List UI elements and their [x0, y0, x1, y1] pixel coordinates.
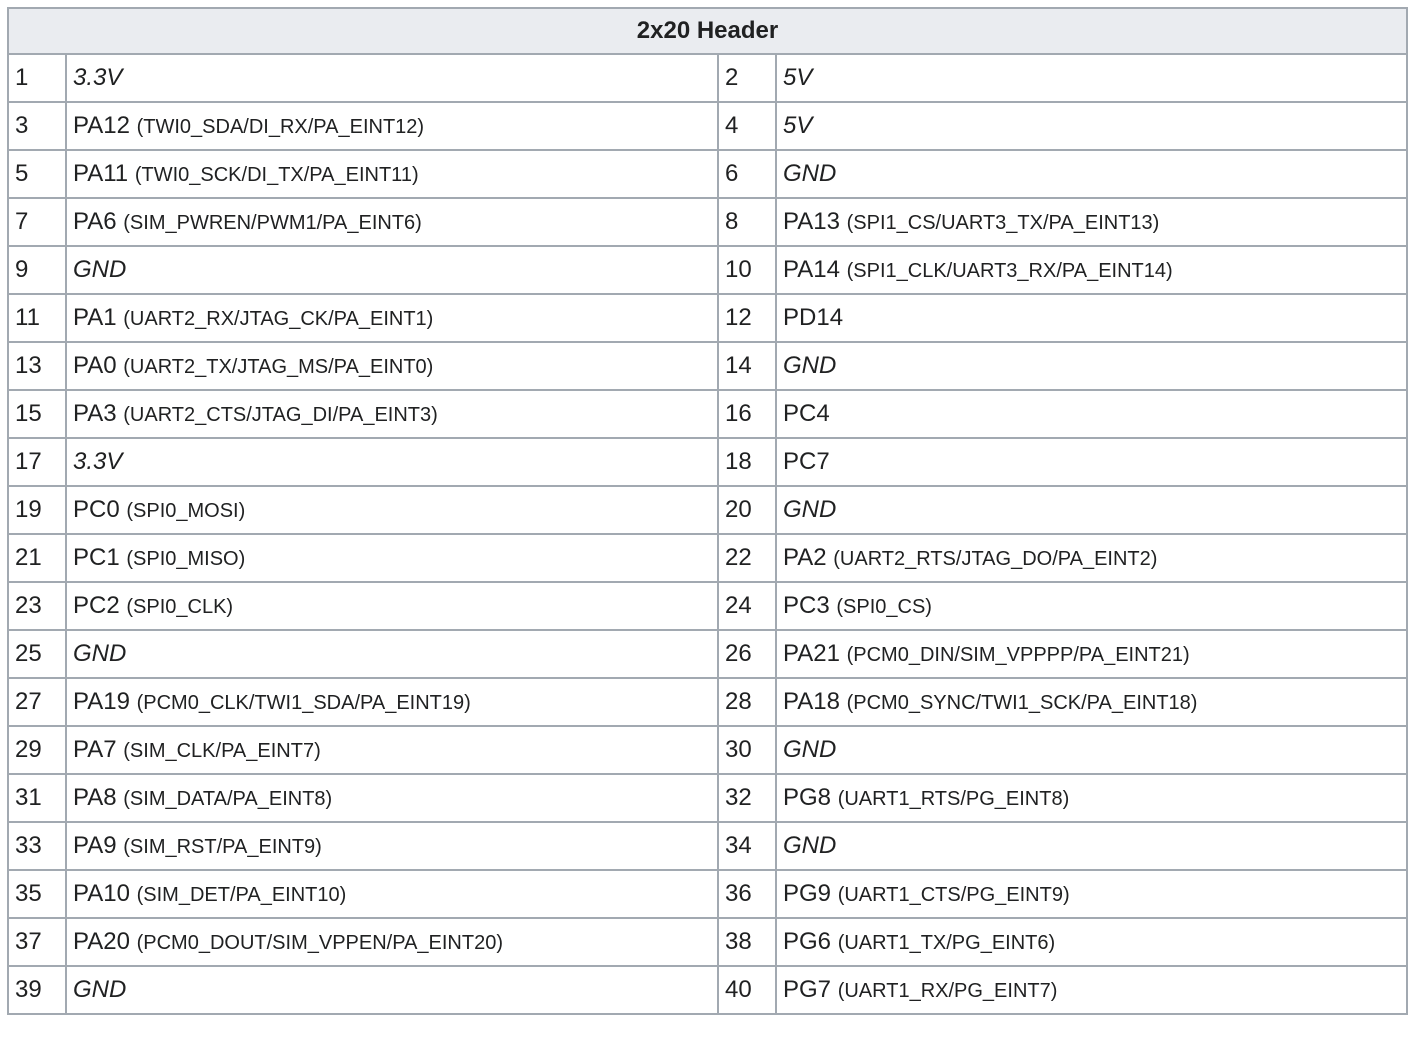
pin-number: 23 — [8, 582, 66, 630]
pin-description — [66, 102, 718, 150]
pin-number: 4 — [718, 102, 776, 150]
table-row — [8, 438, 1407, 486]
pin-header-table-container — [7, 7, 1408, 1015]
table-row — [8, 870, 1407, 918]
pin-description — [66, 438, 718, 486]
table-row — [8, 486, 1407, 534]
pin-description — [776, 678, 1407, 726]
pin-name: PC0 — [73, 496, 120, 523]
pin-number: 1 — [8, 54, 66, 102]
pin-functions: (UART1_TX/PG_EINT6) — [837, 932, 1056, 954]
pin-functions: (SIM_PWREN/PWM1/PA_EINT6) — [123, 212, 422, 234]
pin-number: 3 — [8, 102, 66, 150]
pin-functions: (UART1_RTS/PG_EINT8) — [837, 788, 1070, 810]
pin-functions: (PCM0_CLK/TWI1_SDA/PA_EINT19) — [136, 692, 471, 714]
pin-number: 29 — [8, 726, 66, 774]
pin-description — [776, 246, 1407, 294]
pin-description — [66, 486, 718, 534]
pin-number: 2 — [718, 54, 776, 102]
table-title: 2x20 Header — [8, 8, 1407, 54]
pin-number: 12 — [718, 294, 776, 342]
pin-name: GND — [783, 736, 837, 763]
pin-header-table — [7, 7, 1408, 1015]
pin-name: GND — [783, 352, 837, 379]
table-row — [8, 294, 1407, 342]
pin-functions: (SIM_DATA/PA_EINT8) — [123, 788, 333, 810]
pin-number: 19 — [8, 486, 66, 534]
pin-description — [66, 918, 718, 966]
pin-description — [66, 198, 718, 246]
pin-functions: (UART2_CTS/JTAG_DI/PA_EINT3) — [123, 404, 438, 426]
pin-functions: (TWI0_SCK/DI_TX/PA_EINT11) — [134, 164, 419, 186]
pin-number: 8 — [718, 198, 776, 246]
pin-functions: (SPI0_CS) — [836, 596, 932, 618]
pin-number: 26 — [718, 630, 776, 678]
pin-description — [776, 342, 1407, 390]
pin-name: PC3 — [783, 592, 830, 619]
pin-number: 16 — [718, 390, 776, 438]
pin-functions: (UART2_TX/JTAG_MS/PA_EINT0) — [123, 356, 434, 378]
pin-name: PC2 — [73, 592, 120, 619]
table-row — [8, 630, 1407, 678]
pin-functions: (PCM0_DIN/SIM_VPPPP/PA_EINT21) — [846, 644, 1190, 666]
table-row — [8, 918, 1407, 966]
table-row — [8, 102, 1407, 150]
table-row — [8, 726, 1407, 774]
pin-name: PA14 — [783, 256, 840, 283]
pin-functions: (UART1_CTS/PG_EINT9) — [837, 884, 1070, 906]
pin-functions: (TWI0_SDA/DI_RX/PA_EINT12) — [136, 116, 425, 138]
pin-description — [776, 150, 1407, 198]
pin-name: 5V — [783, 112, 813, 139]
table-row — [8, 342, 1407, 390]
pin-description — [66, 966, 718, 1014]
pin-description — [66, 534, 718, 582]
pin-name: GND — [73, 640, 127, 667]
pin-number: 39 — [8, 966, 66, 1014]
pin-functions: (PCM0_DOUT/SIM_VPPEN/PA_EINT20) — [136, 932, 503, 954]
pin-number: 40 — [718, 966, 776, 1014]
pin-number: 33 — [8, 822, 66, 870]
table-row — [8, 582, 1407, 630]
pin-description — [776, 198, 1407, 246]
pin-number: 21 — [8, 534, 66, 582]
pin-number: 17 — [8, 438, 66, 486]
pin-number: 18 — [718, 438, 776, 486]
pin-name: GND — [783, 160, 837, 187]
pin-number: 10 — [718, 246, 776, 294]
pin-name: PC1 — [73, 544, 120, 571]
pin-name: GND — [73, 976, 127, 1003]
pin-name: PA21 — [783, 640, 840, 667]
pin-name: PA11 — [73, 160, 129, 187]
pin-name: 3.3V — [73, 64, 123, 91]
table-row — [8, 198, 1407, 246]
pin-name: PA0 — [73, 352, 117, 379]
pin-functions: (SPI1_CS/UART3_TX/PA_EINT13) — [846, 212, 1160, 234]
pin-number: 27 — [8, 678, 66, 726]
pin-description — [66, 150, 718, 198]
pin-description — [66, 870, 718, 918]
pin-description — [776, 630, 1407, 678]
pin-number: 11 — [8, 294, 66, 342]
pin-number: 13 — [8, 342, 66, 390]
pin-description — [66, 342, 718, 390]
pin-name: PG8 — [783, 784, 832, 811]
pin-description — [66, 822, 718, 870]
pin-functions: (SPI1_CLK/UART3_RX/PA_EINT14) — [846, 260, 1173, 282]
pin-number: 22 — [718, 534, 776, 582]
pin-number: 38 — [718, 918, 776, 966]
pin-number: 28 — [718, 678, 776, 726]
pin-description — [776, 102, 1407, 150]
pin-number: 6 — [718, 150, 776, 198]
pin-description — [66, 774, 718, 822]
table-row — [8, 534, 1407, 582]
table-row — [8, 390, 1407, 438]
pin-name: PA9 — [73, 832, 117, 859]
pin-number: 25 — [8, 630, 66, 678]
pin-description — [776, 582, 1407, 630]
pin-name: PA1 — [73, 304, 117, 331]
pin-name: PA20 — [73, 928, 130, 955]
pin-description — [66, 582, 718, 630]
pin-name: GND — [783, 496, 837, 523]
pin-name: PC4 — [783, 400, 830, 427]
pin-name: PA8 — [73, 784, 117, 811]
pin-number: 32 — [718, 774, 776, 822]
pin-number: 37 — [8, 918, 66, 966]
pin-description — [776, 774, 1407, 822]
pin-description — [776, 534, 1407, 582]
pin-name: GND — [73, 256, 127, 283]
pin-description — [776, 822, 1407, 870]
pin-description — [66, 726, 718, 774]
table-row — [8, 822, 1407, 870]
table-row — [8, 774, 1407, 822]
pin-description — [66, 294, 718, 342]
pin-description — [776, 726, 1407, 774]
table-row — [8, 678, 1407, 726]
pin-number: 31 — [8, 774, 66, 822]
pin-functions: (UART1_RX/PG_EINT7) — [837, 980, 1058, 1002]
table-row — [8, 246, 1407, 294]
pin-number: 7 — [8, 198, 66, 246]
pin-description — [66, 390, 718, 438]
pin-description — [66, 246, 718, 294]
pin-description — [776, 438, 1407, 486]
pin-name: PA2 — [783, 544, 827, 571]
pin-name: PG7 — [783, 976, 832, 1003]
pin-name: PA6 — [73, 208, 117, 235]
pin-description — [776, 294, 1407, 342]
pin-number: 5 — [8, 150, 66, 198]
pin-name: PA18 — [783, 688, 840, 715]
table-row — [8, 966, 1407, 1014]
pin-name: PA12 — [73, 112, 130, 139]
pin-name: PA3 — [73, 400, 117, 427]
pin-number: 30 — [718, 726, 776, 774]
pin-number: 9 — [8, 246, 66, 294]
pin-functions: (UART2_RX/JTAG_CK/PA_EINT1) — [123, 308, 434, 330]
pin-description — [776, 54, 1407, 102]
pin-name: 5V — [783, 64, 813, 91]
pin-description — [776, 918, 1407, 966]
pin-functions: (SIM_RST/PA_EINT9) — [123, 836, 322, 858]
pin-number: 36 — [718, 870, 776, 918]
pin-description — [776, 966, 1407, 1014]
pin-functions: (SPI0_MISO) — [126, 548, 246, 570]
pin-functions: (SIM_CLK/PA_EINT7) — [123, 740, 321, 762]
pin-description — [66, 678, 718, 726]
pin-description — [776, 390, 1407, 438]
pin-number: 15 — [8, 390, 66, 438]
pin-number: 34 — [718, 822, 776, 870]
pin-number: 20 — [718, 486, 776, 534]
pin-description — [776, 870, 1407, 918]
pin-number: 35 — [8, 870, 66, 918]
pin-number: 14 — [718, 342, 776, 390]
pin-name: PA19 — [73, 688, 130, 715]
pin-name: 3.3V — [73, 448, 123, 475]
table-row — [8, 54, 1407, 102]
table-row — [8, 150, 1407, 198]
pin-name: PA10 — [73, 880, 130, 907]
table-body — [8, 54, 1407, 1014]
table-header-row — [8, 8, 1407, 54]
pin-description — [776, 486, 1407, 534]
pin-functions: (UART2_RTS/JTAG_DO/PA_EINT2) — [833, 548, 1158, 570]
pin-name: PA7 — [73, 736, 117, 763]
pin-name: PG6 — [783, 928, 832, 955]
pin-functions: (PCM0_SYNC/TWI1_SCK/PA_EINT18) — [846, 692, 1198, 714]
pin-name: PA13 — [783, 208, 840, 235]
pin-name: GND — [783, 832, 837, 859]
pin-description — [66, 54, 718, 102]
pin-functions: (SPI0_CLK) — [126, 596, 234, 618]
pin-functions: (SIM_DET/PA_EINT10) — [136, 884, 347, 906]
pin-name: PG9 — [783, 880, 832, 907]
pin-functions: (SPI0_MOSI) — [126, 500, 246, 522]
pin-name: PD14 — [783, 304, 844, 331]
pin-description — [66, 630, 718, 678]
pin-number: 24 — [718, 582, 776, 630]
pin-name: PC7 — [783, 448, 830, 475]
